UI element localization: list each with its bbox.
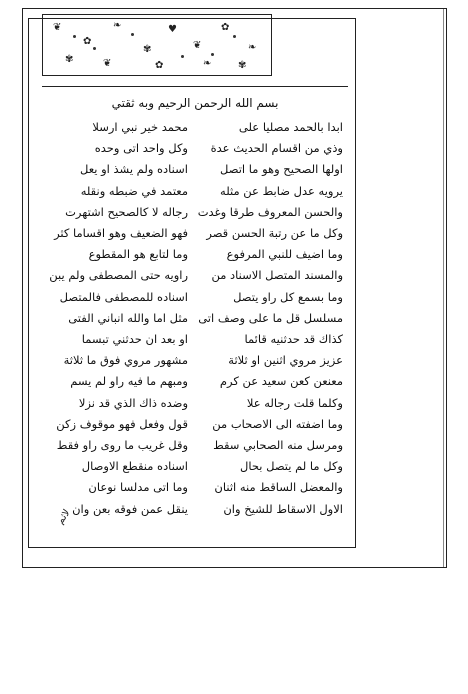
verse-left-hemistich: ومبهم ما فيه راو لم يسم [70, 374, 188, 389]
verse-left-hemistich: اسناده منقطع الاوصال [81, 459, 188, 474]
verse-right-hemistich: كذاك قد حدثنيه قائما [244, 332, 343, 346]
verse-left-hemistich: وما اتى مدلسا نوعان [88, 480, 188, 495]
verse-left-hemistich: وقل غريب ما روى راو فقط [56, 438, 188, 452]
verse-left-hemistich: محمد خير نبي ارسلا [92, 120, 188, 134]
verse-left-hemistich: وكل واحد اتى وحده [94, 141, 188, 156]
verse-left-hemistich: راويه حتى المصطفى ولم يبن [49, 268, 188, 283]
verse-right-hemistich: الاول الاسقاط للشيخ وان [223, 501, 343, 516]
verse-right-hemistich: وكل ما لم يتصل بحال [239, 459, 343, 474]
verse-left-hemistich: مشهور مروي فوق ما ثلاثة [63, 353, 188, 368]
verse-left-hemistich: ينقل عمن فوقه بعن وان [72, 501, 188, 516]
verse-left-hemistich: اسناده للمصطفى فالمتصل [59, 289, 188, 304]
basmala: بسم الله الرحمن الرحيم وبه ثقتي [111, 96, 279, 110]
verse-right-hemistich: وما بسمع كل راو يتصل [233, 289, 343, 304]
verse-right-hemistich: مسلسل قل ما على وصف اتى [198, 310, 343, 325]
verse-left-hemistich: او بعد ان حدثني تبسما [81, 332, 188, 346]
verse-right-hemistich: عزيز مروي اثنين او ثلاثة [228, 353, 343, 368]
verse-right-hemistich: ابدا بالحمد مصليا على [238, 120, 343, 134]
verse-left-hemistich: وما لتابع هو المقطوع [88, 247, 188, 262]
verse-right-hemistich: وما اضيف للنبي المرفوع [226, 247, 343, 262]
verse-left-hemistich: مثل اما والله انباني الفتى [68, 310, 188, 325]
verse-left-hemistich: وضده ذاك الذي قد نزلا [78, 395, 188, 410]
verse-right-hemistich: اولها الصحيح وهو ما اتصل [220, 162, 343, 177]
verse-right-hemistich: وكل ما عن رتبة الحسن قصر [206, 226, 343, 240]
margin-note: لاثم [55, 507, 73, 527]
verse-right-hemistich: ومرسل منه الصحابي سقط [213, 438, 343, 452]
verse-right-hemistich: والمسند المتصل الاسناد من [211, 268, 343, 283]
verse-right-hemistich: والحسن المعروف طرقا وغدت [197, 204, 343, 219]
verse-right-hemistich: والمعضل الساقط منه اثنان [214, 480, 343, 495]
verse-left-hemistich: اسناده ولم يشذ او يعل [80, 162, 188, 177]
verse-right-hemistich: وذي من اقسام الحديث عدة [210, 141, 343, 156]
verse-right-hemistich: يرويه عدل ضابط عن مثله [220, 183, 343, 198]
verse-right-hemistich: وما اضفته الى الاصحاب من [212, 416, 343, 431]
verse-right-hemistich: وكلما قلت رجاله علا [246, 395, 343, 410]
verse-right-hemistich: معنعن كعن سعيد عن كرم [219, 374, 343, 389]
verse-left-hemistich: قول وفعل فهو موقوف زكن [56, 416, 188, 431]
verse-left-hemistich: فهو الضعيف وهو اقساما كثر [54, 226, 188, 240]
top-rule [42, 86, 348, 87]
verse-left-hemistich: رجاله لا كالصحيح اشتهرت [65, 204, 188, 219]
verse-left-hemistich: معتمد في ضبطه ونقله [80, 183, 188, 198]
headpiece-ornament: ❦ ✿ ❧ ✾ ♥ ❦ ✿ ❧ ✾ ❦ ✿ ❧ ✾ [42, 14, 272, 76]
